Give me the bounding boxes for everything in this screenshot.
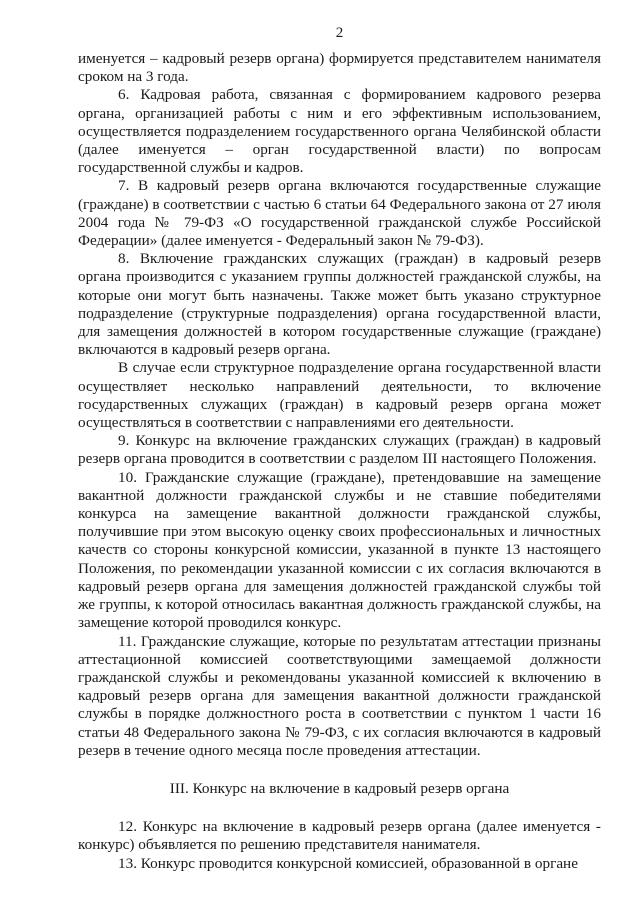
section-heading: III. Конкурс на включение в кадровый резерв органа (169, 779, 510, 797)
paragraph-7: 7. В кадровый резерв органа включаются государственные служащие (граждане) в соответствии с частью 6 статьи 64 Федерального закона от 27 июля 2004 года № 79-ФЗ «О государственной гражданской службе Российской Федерации» (далее именуется - Федеральный закон № 79-ФЗ). (78, 177, 601, 250)
paragraph-13: 13. Конкурс проводится конкурсной комиссией, образованной в органе (118, 854, 578, 872)
paragraph-8: 8. Включение гражданских служащих (граждан) в кадровый резерв органа производится с указанием группы должностей гражданской службы, на которые они могут быть назначены. Также может быть указано структурное подразделение (структурные подразделения) органа государственной власти, для замещения должностей в котором государственные служащие (граждане) включаются в кадровый резерв органа. (78, 250, 601, 359)
paragraph-12: 12. Конкурс на включение в кадровый резерв органа (далее именуется - конкурс) объявляется по решению представителя нанимателя. (78, 818, 601, 854)
paragraph-continuation: именуется – кадровый резерв органа) формируется представителем нанимателя сроком на 3 года. (78, 50, 601, 86)
paragraph-9: 9. Конкурс на включение гражданских служащих (граждан) в кадровый резерв органа проводится в соответствии с разделом III настоящего Положения. (78, 432, 601, 468)
page-number: 2 (335, 25, 344, 41)
paragraph-10: 10. Гражданские служащие (граждане), претендовавшие на замещение вакантной должности гражданской службы и не ставшие победителями конкурса на замещение вакантной должности гражданской службы, получившие при этом высокую оценку своих профессиональных и личностных качеств со стороны конкурсной комиссии, указанной в пункте 13 настоящего Положения, по рекомендации указанной комиссии с их согласия включаются в кадровый резерв органа для замещения должностей гражданской службы той же группы, к которой относилась вакантная должность гражданской службы, на замещение которой проводился конкурс. (78, 468, 601, 632)
paragraph-8-addendum: В случае если структурное подразделение органа государственной власти осуществляет несколько направлений деятельности, то включение государственных служащих (граждан) в кадровый резерв органа может осуществляться в соответствии с направлениями его деятельности. (78, 359, 601, 432)
paragraph-11: 11. Гражданские служащие, которые по результатам аттестации признаны аттестационной комиссией соответствующими замещаемой должности гражданской службы и рекомендованы указанной комиссией к включению в кадровый резерв органа для замещения вакантной должности гражданской службы в порядке должностного роста в соответствии с пунктом 1 части 16 статьи 48 Федерального закона № 79-ФЗ, с их согласия включаются в кадровый резерв в течение одного месяца после проведения аттестации. (78, 632, 601, 759)
document-page (78, 24, 601, 873)
paragraph-6: 6. Кадровая работа, связанная с формированием кадрового резерва органа, организацией работы с ним и его эффективным использованием, осуществляется подразделением государственного органа Челябинской области (далее именуется – орган государственной власти) по вопросам государственной службы и кадров. (78, 86, 601, 177)
